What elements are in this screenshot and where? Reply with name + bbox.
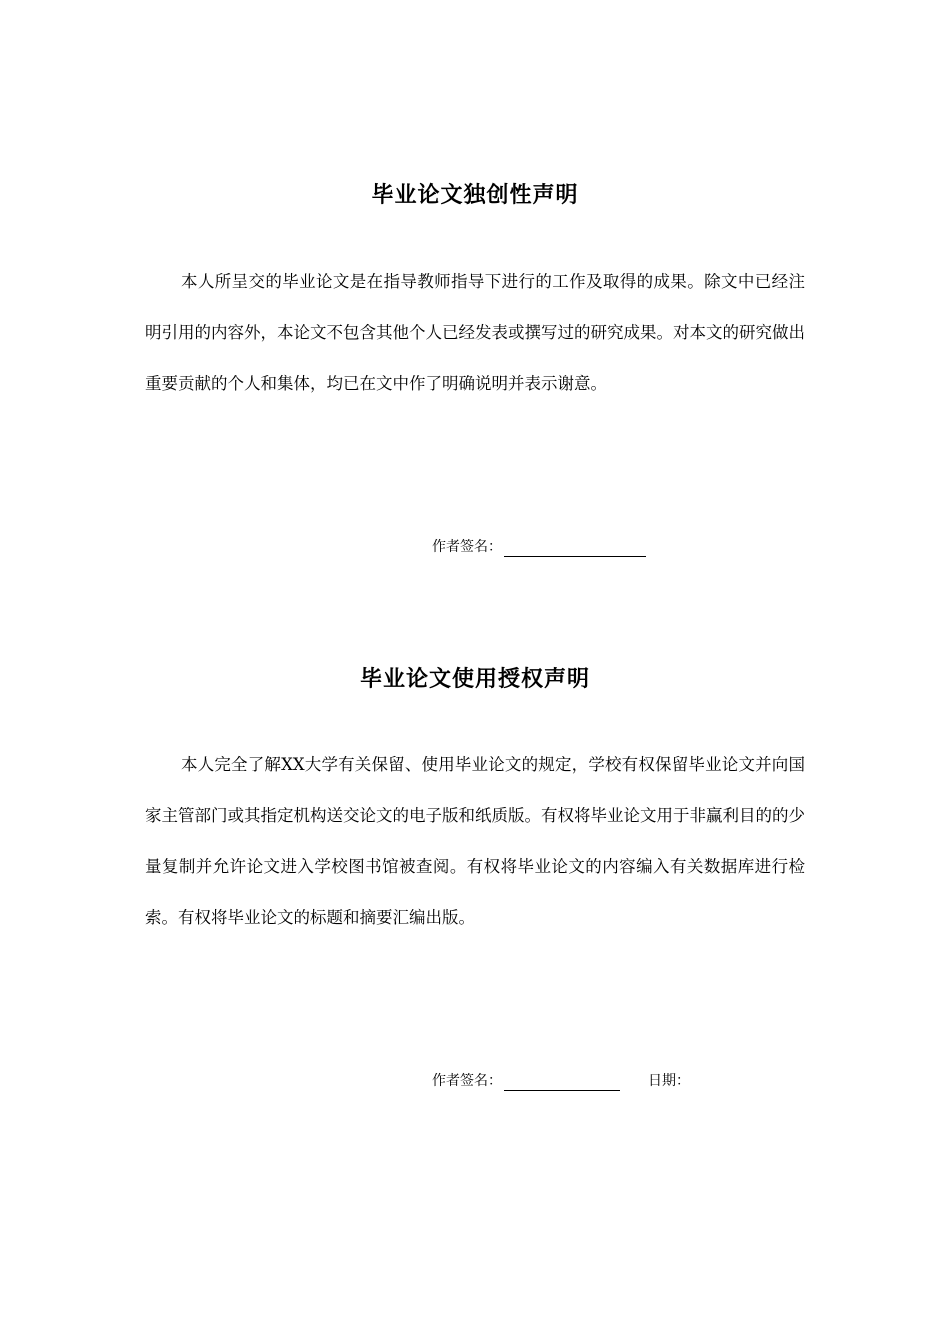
authorization-declaration-title: 毕业论文使用授权声明 xyxy=(359,667,590,692)
date-label: 日期： xyxy=(648,1073,690,1089)
author-signature-line xyxy=(504,541,646,557)
originality-signature-row xyxy=(432,537,646,557)
originality-declaration-title: 毕业论文独创性声明 xyxy=(371,183,579,208)
originality-declaration-body: 本人所呈交的毕业论文是在指导教师指导下进行的工作及取得的成果。除文中已经注明引用的内容外，本论文不包含其他个人已经发表或撰写过的研究成果。对本文的研究做出重要贡献的个人和集体，均已在文中作了明确说明并表示谢意。 xyxy=(145,272,805,393)
author-signature-label: 作者签名： xyxy=(432,539,502,555)
authorization-declaration-body: 本人完全了解XX大学有关保留、使用毕业论文的规定，学校有权保留毕业论文并向国家主管部门或其指定机构送交论文的电子版和纸质版。有权将毕业论文用于非赢利目的的少量复制并允许论文进入学校图书馆被查阅。有权将毕业论文的内容编入有关数据库进行检索。有权将毕业论文的标题和摘要汇编出版。 xyxy=(145,755,805,927)
authorization-signature-row xyxy=(432,1071,690,1091)
author-signature-line xyxy=(504,1075,620,1091)
author-signature-label: 作者签名： xyxy=(432,1073,502,1089)
